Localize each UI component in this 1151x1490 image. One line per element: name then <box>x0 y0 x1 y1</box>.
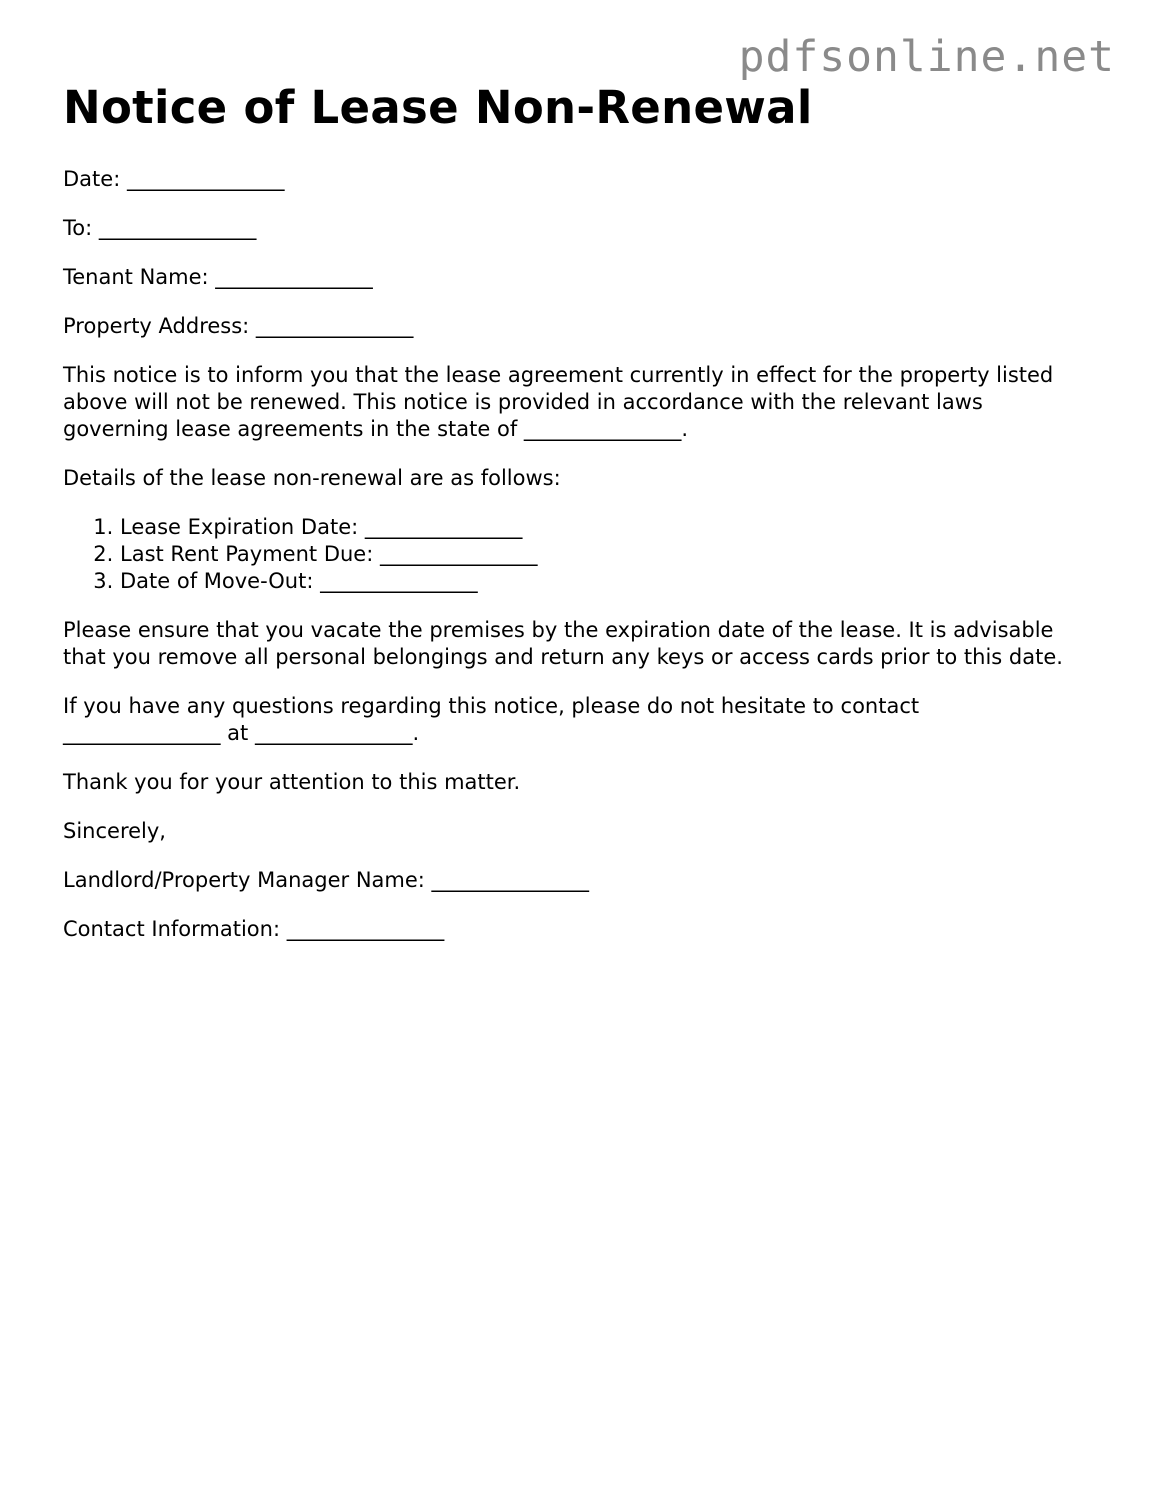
page-title: Notice of Lease Non-Renewal <box>63 81 813 134</box>
thanks-paragraph: Thank you for your attention to this matter. <box>63 770 521 794</box>
vacate-paragraph: Please ensure that you vacate the premises by the expiration date of the lease. It is advisable that you remove all personal belongings and return any keys or access cards prior to this date. <box>63 618 1063 669</box>
to-field: To: _______________ <box>63 216 257 240</box>
list-item-move-out-date: 3. Date of Move-Out: _______________ <box>120 568 1073 595</box>
landlord-name-field: Landlord/Property Manager Name: _______________ <box>63 868 590 892</box>
contact-info-field: Contact Information: _______________ <box>63 917 445 941</box>
details-heading: Details of the lease non-renewal are as follows: <box>63 466 561 490</box>
intro-paragraph: This notice is to inform you that the lease agreement currently in effect for the property listed above will not be renewed. This notice is provided in accordance with the relevant laws governing lease agreements in the state of _______________. <box>63 363 1054 441</box>
header-fields <box>63 166 1073 340</box>
date-field: Date: _______________ <box>63 167 285 191</box>
property-address-field: Property Address: _______________ <box>63 314 414 338</box>
list-item-lease-expiration: 1. Lease Expiration Date: _______________ <box>120 514 1073 541</box>
list-item-last-rent-payment: 2. Last Rent Payment Due: _______________ <box>120 541 1073 568</box>
document-page <box>63 80 1073 965</box>
tenant-name-field: Tenant Name: _______________ <box>63 265 373 289</box>
watermark-logo: pdfsonline.net <box>738 32 1115 82</box>
closing-line: Sincerely, <box>63 819 166 843</box>
details-list <box>63 514 1073 595</box>
questions-paragraph: If you have any questions regarding this notice, please do not hesitate to contact _______________ at _______________. <box>63 694 920 745</box>
